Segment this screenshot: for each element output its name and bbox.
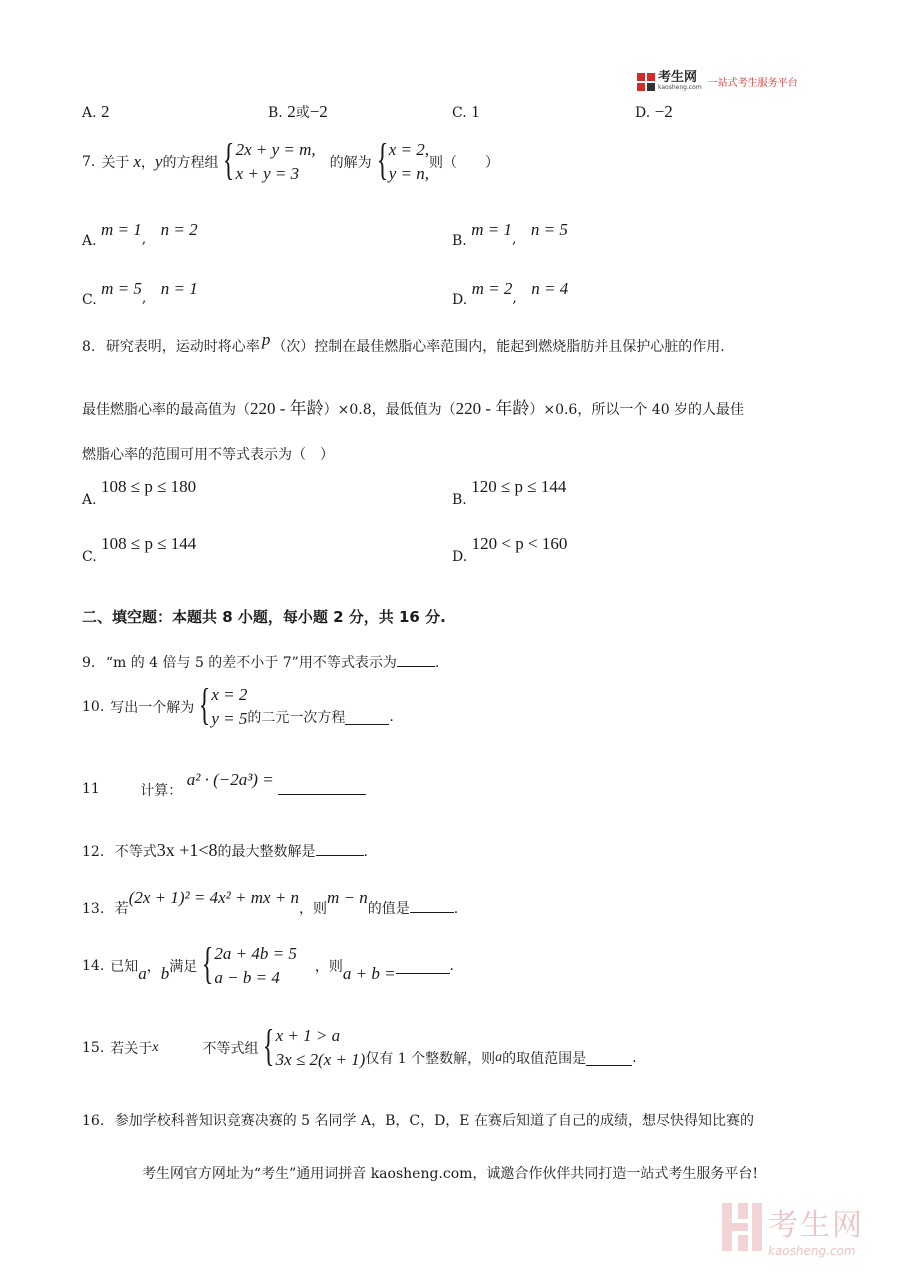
q14-sep: ， (146, 959, 161, 975)
q8-line-1 (82, 330, 725, 356)
option-n: n = 2 (160, 220, 198, 239)
system-line: 2x + y = m, (235, 140, 316, 159)
watermark-url: kaosheng.com (768, 1244, 856, 1258)
option-comma: , (141, 290, 147, 306)
q8-text-3: 燃脂心率的范围可用不等式表示为（ ） (82, 447, 334, 463)
question-number: 14. (82, 958, 105, 974)
q8-option-b (452, 477, 567, 508)
q10-end: . (389, 709, 394, 725)
system-line: 3x ≤ 2(x + 1) (275, 1050, 366, 1069)
question-number: 8. (82, 339, 96, 355)
q15-text-1: 若关于 (110, 1041, 153, 1057)
option-value-2: −2 (309, 102, 328, 121)
option-m: m = 1 (471, 220, 512, 239)
watermark-logo-icon (722, 1203, 762, 1255)
answer-blank[interactable] (345, 710, 389, 725)
system-line: y = 5 (211, 709, 248, 728)
answer-blank[interactable] (396, 959, 450, 974)
system-line: x = 2, (388, 140, 430, 159)
q8-option-a (82, 477, 197, 508)
q13-text-2: ，则 (299, 901, 328, 917)
q8-expr-1: 220 - 年龄 (250, 399, 324, 418)
q7-option-d (452, 279, 569, 308)
q8-text-2b: ）×0.8，最低值为（ (323, 402, 456, 418)
q8-text-2c: ）×0.6，所以一个 40 岁的人最佳 (529, 402, 745, 418)
q15-var-a: a (495, 1050, 503, 1065)
question-number: 12. (82, 844, 105, 860)
q7-option-b (452, 220, 568, 249)
q7-system-1 (218, 135, 316, 186)
q13-expr-2: m − n (327, 888, 368, 907)
q14-end: . (449, 958, 454, 974)
q7-var-y: y (154, 152, 163, 171)
q6-option-b (268, 102, 328, 122)
q10-text-1: 写出一个解为 (110, 700, 195, 716)
q14-expr: a + b = (342, 964, 396, 983)
question-16 (82, 1110, 754, 1130)
question-number: 15. (82, 1040, 105, 1056)
option-label: C. (82, 549, 97, 565)
question-7 (82, 135, 500, 186)
question-number: 13. (82, 901, 105, 917)
option-label: D. (452, 292, 468, 308)
option-label: A. (82, 492, 97, 508)
option-m: m = 1 (101, 220, 142, 239)
system-line: a − b = 4 (214, 968, 280, 987)
answer-blank[interactable] (278, 780, 366, 795)
option-expr: 108 ≤ p ≤ 144 (101, 534, 197, 553)
q7-option-a (82, 220, 198, 249)
q12-end: . (363, 844, 368, 860)
q6-option-c (452, 102, 480, 122)
option-or: 或 (295, 105, 310, 121)
option-label: D. (452, 549, 468, 565)
q10-system (194, 680, 248, 731)
question-number: 10. (82, 699, 105, 715)
q7-text-3: 的解为 (329, 155, 372, 171)
q6-option-a (82, 102, 110, 122)
option-value: 2 (101, 102, 110, 121)
q8-text-1b: （次）控制在最佳燃脂心率范围内，能起到燃烧脂肪并且保护心脏的作用. (272, 339, 725, 355)
q13-end: . (453, 901, 459, 917)
q6-option-d (635, 102, 673, 122)
option-label: D. (635, 105, 651, 121)
answer-blank[interactable] (397, 652, 435, 667)
q14-system (197, 939, 297, 990)
system-line: x = 2 (211, 685, 248, 704)
q7-system-2 (372, 135, 430, 186)
question-number: 7. (82, 154, 96, 170)
option-label: B. (452, 492, 467, 508)
q16-text: 参加学校科普知识竞赛决赛的 5 名同学 A，B，C，D，E 在赛后知道了自己的成绩，想尽快得知比赛的 (114, 1113, 754, 1129)
option-label: C. (452, 105, 467, 121)
option-n: n = 1 (160, 279, 198, 298)
q7-text-1: 关于 (101, 155, 130, 171)
q7-sep: ， (140, 155, 155, 171)
q15-end: . (632, 1050, 637, 1066)
logo-url: kaosheng.com (658, 84, 702, 91)
q8-option-c (82, 534, 197, 565)
q9-text: “m 的 4 倍与 5 的差不小于 7”用不等式表示为 (105, 655, 397, 671)
q13-expr: (2x + 1)² = 4x² + mx + n (128, 888, 300, 907)
watermark-text: 考生网 (768, 1208, 864, 1243)
q14-var-a: a (138, 964, 147, 983)
option-label: A. (82, 105, 97, 121)
option-value: 1 (471, 102, 480, 121)
question-14 (82, 939, 454, 990)
q15-var-x: x (152, 1040, 159, 1055)
q12-text-1: 不等式 (114, 844, 157, 860)
brace-icon: { (223, 135, 235, 184)
question-number: 9. (82, 655, 96, 671)
system-line: x + y = 3 (235, 164, 300, 183)
option-expr: 108 ≤ p ≤ 180 (101, 477, 197, 496)
option-m: m = 2 (471, 279, 513, 298)
q14-var-b: b (160, 964, 170, 983)
option-value: 2 (287, 102, 296, 121)
system-line: 2a + 4b = 5 (214, 944, 297, 963)
brace-icon: { (199, 680, 211, 729)
system-line: x + 1 > a (275, 1026, 341, 1045)
brace-icon: { (376, 135, 389, 184)
q15-text-3: 仅有 1 个整数解，则 (365, 1051, 496, 1067)
q14-text-3: ，则 (314, 959, 343, 975)
option-comma: , (511, 231, 517, 247)
section-2-title: 二、填空题：本题共 8 小题，每小题 2 分，共 16 分. (82, 608, 446, 626)
header-slogan: 一站式考生服务平台 (707, 78, 798, 89)
answer-blank[interactable] (586, 1051, 632, 1066)
option-label: B. (268, 105, 283, 121)
option-expr: 120 < p < 160 (471, 534, 568, 553)
q14-text-2: 满足 (169, 959, 198, 975)
option-label: A. (82, 233, 97, 249)
logo-text: 考生网 (658, 70, 698, 85)
header-logo (637, 72, 798, 91)
q12-expr: 3x +1<8 (156, 840, 218, 860)
option-comma: , (141, 231, 147, 247)
q9-end: . (434, 655, 440, 671)
option-n: n = 5 (530, 220, 568, 239)
q11-expr: a² · (−2a³) = (186, 770, 274, 789)
q7-option-c (82, 279, 198, 308)
option-comma: , (512, 290, 517, 306)
q15-text-4: 的取值范围是 (502, 1051, 587, 1067)
q7-text-2: 的方程组 (162, 155, 219, 171)
q8-text-2a: 最佳燃脂心率的最高值为（ (82, 402, 250, 418)
q8-line-3 (82, 444, 334, 464)
q14-text-1: 已知 (110, 959, 139, 975)
option-n: n = 4 (531, 279, 569, 298)
option-m: m = 5 (101, 279, 142, 298)
question-13 (82, 888, 459, 917)
question-15 (82, 1021, 637, 1072)
q13-text-1: 若 (114, 901, 129, 917)
question-11 (82, 770, 366, 799)
q8-text-1a: 研究表明，运动时将心率 (105, 339, 260, 355)
q13-text-3: 的值是 (367, 901, 410, 917)
brace-icon: { (202, 939, 214, 988)
page-footer: 考生网官方网址为“考生”通用词拼音 kaosheng.com，诚邀合作伙伴共同打造一站式考生服务平台! (141, 1166, 759, 1182)
question-number: 11 (82, 781, 100, 797)
q12-text-2: 的最大整数解是 (217, 844, 316, 860)
q8-line-2 (82, 394, 744, 419)
option-expr: 120 ≤ p ≤ 144 (471, 477, 567, 496)
q8-var-p: p (261, 330, 271, 349)
q7-var-x: x (133, 152, 141, 171)
brace-icon: { (263, 1021, 275, 1070)
question-10 (82, 680, 394, 731)
option-value: −2 (654, 102, 673, 121)
q11-text: 计算： (140, 783, 183, 799)
question-12 (82, 840, 368, 861)
q8-option-d (452, 534, 568, 565)
answer-blank[interactable] (410, 898, 454, 913)
option-label: B. (452, 233, 467, 249)
q8-expr-2: 220 - 年龄 (455, 399, 530, 418)
answer-blank[interactable] (316, 841, 364, 856)
q7-text-4: 则（ ） (429, 155, 500, 171)
system-line: y = n, (388, 164, 430, 183)
q15-system (258, 1021, 366, 1072)
q15-text-2: 不等式组 (202, 1041, 259, 1057)
kaosheng-logo-icon (637, 73, 655, 91)
watermark (722, 1200, 864, 1258)
question-number: 16. (82, 1113, 105, 1129)
option-label: C. (82, 292, 97, 308)
question-9 (82, 652, 439, 672)
q10-text-2: 的二元一次方程 (247, 710, 346, 726)
